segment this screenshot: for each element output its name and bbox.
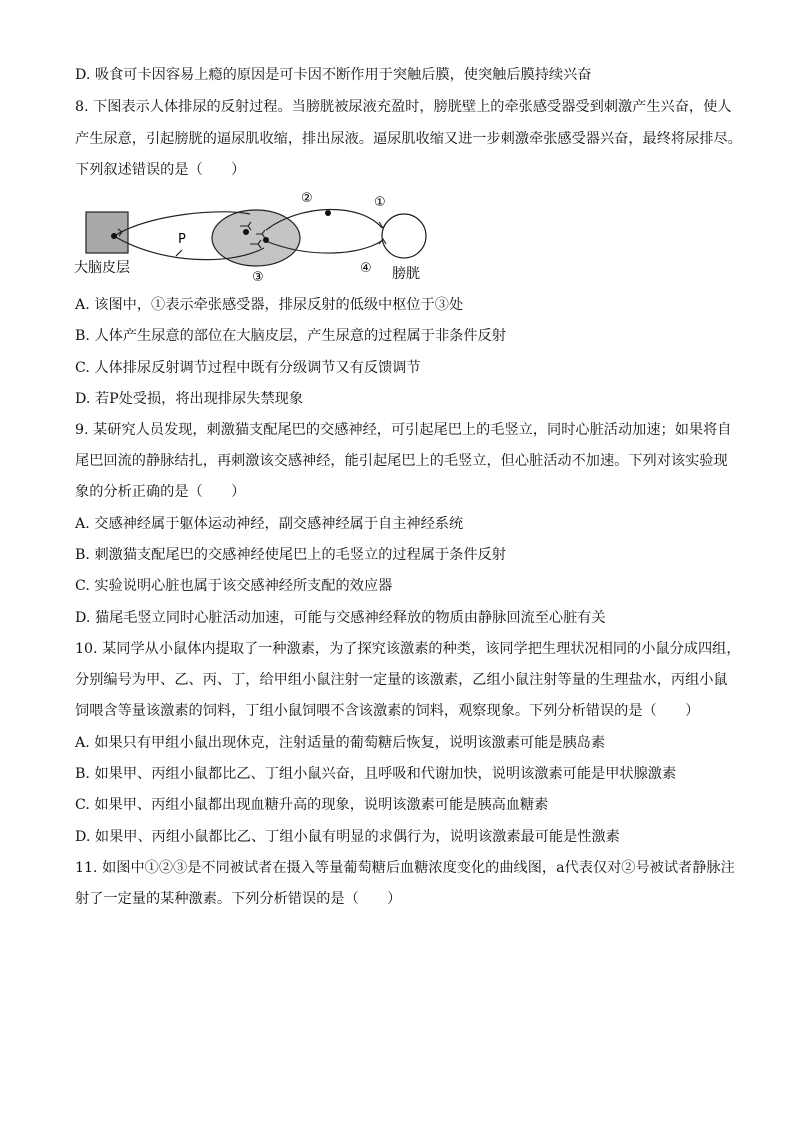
q8-option-a: A. 该图中，①表示牵张感受器，排尿反射的低级中枢位于③处 xyxy=(75,297,464,313)
bladder-circle xyxy=(382,214,426,258)
afferent-neuron-dot xyxy=(325,210,331,216)
q7-option-d: D. 吸食可卡因容易上瘾的原因是可卡因不断作用于突触后膜，使突触后膜持续兴奋 xyxy=(75,67,592,83)
marker-3: ③ xyxy=(252,270,264,284)
spinal-neuron-dot-2 xyxy=(263,237,269,243)
label-p: P xyxy=(178,232,186,247)
q8-stem-line-3: 下列叙述错误的是（ ） xyxy=(75,162,246,178)
q9-stem-line-1: 9. 某研究人员发现，刺激猫支配尾巴的交感神经，可引起尾巴上的毛竖立，同时心脏活动加速；如果将自 xyxy=(75,422,732,438)
q8-option-b: B. 人体产生尿意的部位在大脑皮层，产生尿意的过程属于非条件反射 xyxy=(75,328,506,344)
q10-option-a: A. 如果只有甲组小鼠出现休克，注射适量的葡萄糖后恢复，说明该激素可能是胰岛素 xyxy=(75,735,606,751)
q9-stem-line-2: 尾巴回流的静脉结扎，再刺激该交感神经，能引起尾巴上的毛竖立，但心脏活动不加速。下列对该实验现 xyxy=(75,453,728,469)
label-cerebral-cortex: 大脑皮层 xyxy=(74,260,130,276)
q11-stem-line-2: 射了一定量的某种激素。下列分析错误的是（ ） xyxy=(75,891,402,907)
q10-stem-line-3: 饲喂含等量该激素的饲料，丁组小鼠饲喂不含该激素的饲料，观察现象。下列分析错误的是（ ） xyxy=(75,703,700,719)
label-bladder: 膀胱 xyxy=(392,266,420,282)
q10-stem-line-1: 10. 某同学从小鼠体内提取了一种激素，为了探究该激素的种类，该同学把生理状况相同的小鼠分成四组， xyxy=(75,641,741,657)
spinal-neuron-dot-1 xyxy=(243,229,249,235)
q9-option-d: D. 猫尾毛竖立同时心脏活动加速，可能与交感神经释放的物质由静脉回流至心脏有关 xyxy=(75,610,606,626)
marker-4: ④ xyxy=(360,261,372,276)
p-damage-mark xyxy=(176,250,182,256)
q10-option-d: D. 如果甲、丙组小鼠都比乙、丁组小鼠有明显的求偶行为，说明该激素最可能是性激素 xyxy=(75,829,620,845)
q10-option-b: B. 如果甲、丙组小鼠都比乙、丁组小鼠兴奋，且呼吸和代谢加快，说明该激素可能是甲状腺激素 xyxy=(75,766,677,782)
q9-option-c: C. 实验说明心脏也属于该交感神经所支配的效应器 xyxy=(75,578,393,594)
q11-stem-line-1: 11. 如图中①②③是不同被试者在摄入等量葡萄糖后血糖浓度变化的曲线图，a代表仅对②号被试者静脉注 xyxy=(75,860,735,876)
marker-2: ② xyxy=(301,191,313,206)
cortex-neuron-dot xyxy=(111,233,117,239)
q8-option-c: C. 人体排尿反射调节过程中既有分级调节又有反馈调节 xyxy=(75,360,421,376)
q9-option-b: B. 刺激猫支配尾巴的交感神经使尾巴上的毛竖立的过程属于条件反射 xyxy=(75,547,506,563)
q10-option-c: C. 如果甲、丙组小鼠都出现血糖升高的现象，说明该激素可能是胰高血糖素 xyxy=(75,797,549,813)
marker-1: ① xyxy=(374,195,386,210)
q9-stem-line-3: 象的分析正确的是（ ） xyxy=(75,484,246,500)
q8-stem-line-1: 8. 下图表示人体排尿的反射过程。当膀胱被尿液充盈时，膀胱壁上的牵张感受器受到刺激产生兴奋，使人 xyxy=(75,99,732,115)
reflex-arc-diagram xyxy=(70,186,450,284)
q10-stem-line-2: 分别编号为甲、乙、丙、丁，给甲组小鼠注射一定量的该激素，乙组小鼠注射等量的生理盐水，丙组小鼠 xyxy=(75,672,728,688)
q9-option-a: A. 交感神经属于躯体运动神经，副交感神经属于自主神经系统 xyxy=(75,516,464,532)
q8-stem-line-2: 产生尿意，引起膀胱的逼尿肌收缩，排出尿液。逼尿肌收缩又进一步刺激牵张感受器兴奋，最终将尿排尽。 xyxy=(75,131,742,147)
q8-option-d: D. 若P处受损，将出现排尿失禁现象 xyxy=(75,391,304,407)
